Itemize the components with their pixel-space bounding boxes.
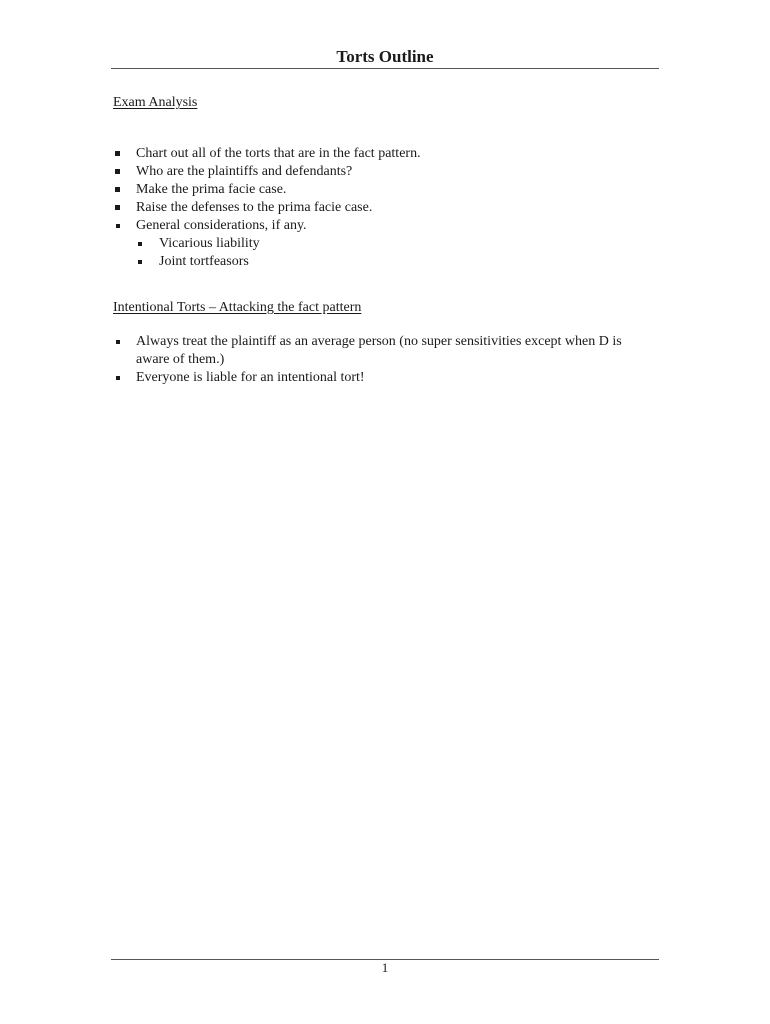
exam-analysis-list	[113, 145, 658, 271]
list-item	[113, 333, 658, 369]
list-item-text: Everyone is liable for an intentional tort!	[136, 370, 365, 385]
list-item	[113, 145, 658, 163]
intentional-torts-list	[113, 333, 658, 387]
sub-list-item-text: Vicarious liability	[159, 236, 260, 251]
square-bullet-icon	[116, 224, 120, 228]
list-item-text: Always treat the plaintiff as an average person (no super sensitivities except when D is aware of them.)	[136, 334, 622, 367]
sub-list-item	[113, 235, 658, 253]
square-bullet-icon	[115, 169, 120, 174]
list-item	[113, 181, 658, 199]
square-bullet-icon	[138, 242, 142, 246]
title-divider	[111, 68, 659, 69]
list-item-text: Who are the plaintiffs and defendants?	[136, 164, 353, 179]
list-item	[113, 163, 658, 181]
square-bullet-icon	[115, 151, 120, 156]
sub-list-item	[113, 253, 658, 271]
list-item	[113, 369, 658, 387]
sub-list-item-text: Joint tortfeasors	[159, 254, 249, 269]
square-bullet-icon	[138, 260, 142, 264]
square-bullet-icon	[115, 205, 120, 210]
list-item-text: General considerations, if any.	[136, 218, 307, 233]
page-number: 1	[381, 960, 389, 975]
square-bullet-icon	[116, 376, 120, 380]
list-item-text: Make the prima facie case.	[136, 182, 287, 197]
exam-analysis-heading: Exam Analysis	[113, 95, 198, 110]
square-bullet-icon	[115, 187, 120, 192]
list-item-text: Chart out all of the torts that are in the fact pattern.	[136, 146, 421, 161]
document-title: Torts Outline	[336, 47, 434, 66]
square-bullet-icon	[116, 340, 120, 344]
list-item-text: Raise the defenses to the prima facie case.	[136, 200, 373, 215]
intentional-torts-heading: Intentional Torts – Attacking the fact pattern	[113, 300, 362, 315]
list-item	[113, 199, 658, 217]
list-item	[113, 217, 658, 235]
